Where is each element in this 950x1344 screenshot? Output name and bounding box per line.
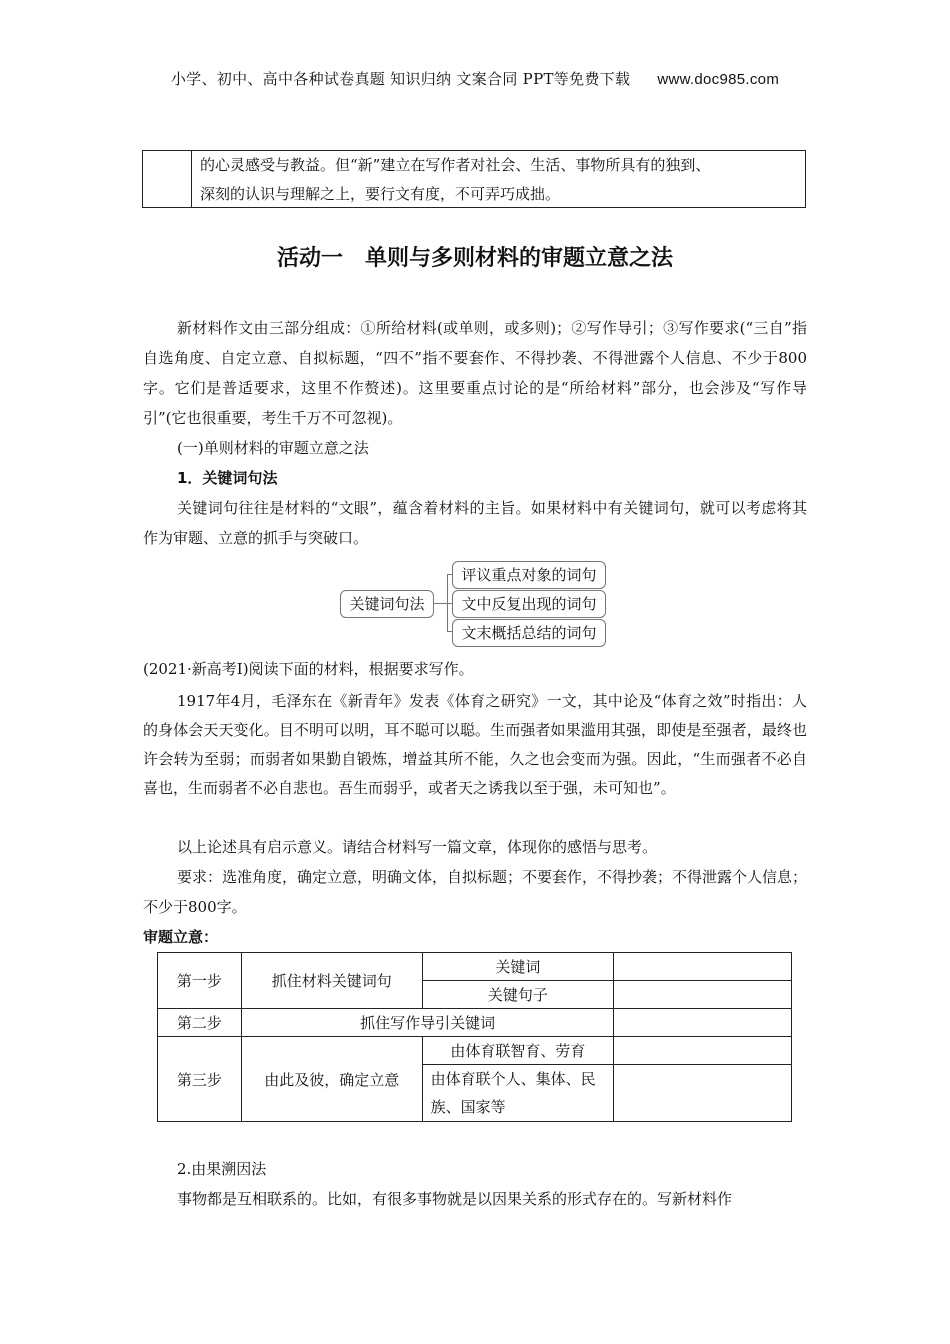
diagram-branch-2: 文中反复出现的词句 xyxy=(452,590,606,618)
answer-cell-education[interactable] xyxy=(614,1037,792,1065)
writing-requirement: 要求：选准角度，确定立意，明确文体，自拟标题；不要套作，不得抄袭；不得泄露个人信息；不少于800字。 xyxy=(143,868,808,916)
material-text: 1917年4月，毛泽东在《新青年》发表《体育之研究》一文，其中论及“体育之效”时指出：人的身体会天天变化。目不明可以明，耳不聪可以聪。生而强者如果滥用其强，即使是至强者，最终也许会转为至弱；而弱者如果勤自锻炼，增益其所不能，久之也会变而为强。因此，“生而强者不必自喜也，生而弱者不必自悲也。吾生而弱乎，或者天之诱我以至于强，未可知也”。 xyxy=(143,692,807,797)
step3-label: 第三步 xyxy=(158,1037,242,1122)
step2-label: 第二步 xyxy=(158,1009,242,1037)
header-text: 小学、初中、高中各种试卷真题 知识归纳 文案合同 PPT等免费下载 xyxy=(170,70,631,88)
diagram-branch-3: 文末概括总结的词句 xyxy=(452,619,606,647)
page-header xyxy=(0,68,950,89)
step3-sub-education: 由体育联智育、劳育 xyxy=(422,1037,614,1065)
step3-action: 由此及彼，确定立意 xyxy=(241,1037,422,1122)
section-title: 活动一 单则与多则材料的审题立意之法 xyxy=(276,246,673,271)
answer-cell-keyword[interactable] xyxy=(614,953,792,981)
method1-description: 关键词句往往是材料的“文眼”，蕴含着材料的主旨。如果材料中有关键词句，就可以考虑将其作为审题、立意的抓手与突破口。 xyxy=(143,499,807,547)
answer-cell-society[interactable] xyxy=(614,1065,792,1122)
diagram-connector xyxy=(433,603,452,604)
diagram-bracket xyxy=(447,574,448,632)
step1-action: 抓住材料关键词句 xyxy=(241,953,422,1009)
step1-sub-sentence: 关键句子 xyxy=(422,981,614,1009)
analysis-table xyxy=(157,952,792,1122)
method2-title: 2.由果溯因法 xyxy=(177,1160,267,1178)
diagram-root: 关键词句法 xyxy=(340,590,434,618)
method2-description: 事物都是互相联系的。比如，有很多事物就是以因果关系的形式存在的。写新材料作 xyxy=(177,1190,733,1208)
method1-title: 1．关键词句法 xyxy=(177,469,278,487)
step1-sub-keyword: 关键词 xyxy=(422,953,614,981)
step2-action: 抓住写作导引关键词 xyxy=(241,1009,613,1037)
box-line-1: 的心灵感受与教益。但“新”建立在写作者对社会、生活、事物所具有的独到、 xyxy=(200,156,711,174)
analysis-label: 审题立意： xyxy=(143,928,219,946)
subsection-heading: (一)单则材料的审题立意之法 xyxy=(177,439,369,457)
header-url[interactable]: www.doc985.com xyxy=(657,71,780,88)
step1-label: 第一步 xyxy=(158,953,242,1009)
diagram-branch-1: 评议重点对象的词句 xyxy=(452,561,606,589)
answer-cell-guide[interactable] xyxy=(614,1009,792,1037)
continued-table-box xyxy=(142,150,806,208)
writing-prompt: 以上论述具有启示意义。请结合材料写一篇文章，体现你的感悟与思考。 xyxy=(177,838,658,856)
answer-cell-sentence[interactable] xyxy=(614,981,792,1009)
exam-source: (2021·新高考Ⅰ)阅读下面的材料，根据要求写作。 xyxy=(143,660,474,678)
box-line-2: 深刻的认识与理解之上，要行文有度，不可弄巧成拙。 xyxy=(200,185,561,203)
box-left-cell xyxy=(143,151,192,207)
intro-paragraph: 新材料作文由三部分组成：①所给材料(或单则，或多则)；②写作导引；③写作要求(“三自”指自选角度、自定立意、自拟标题，“四不”指不要套作、不得抄袭、不得泄露个人信息、不少于800字。它们是普适要求，这里不作赘述)。这里要重点讨论的是“所给材料”部分，也会涉及“写作导引”(它也很重要，考生千万不可忽视)。 xyxy=(143,319,807,427)
box-right-cell xyxy=(200,151,797,209)
step3-sub-society: 由体育联个人、集体、民族、国家等 xyxy=(422,1065,614,1122)
